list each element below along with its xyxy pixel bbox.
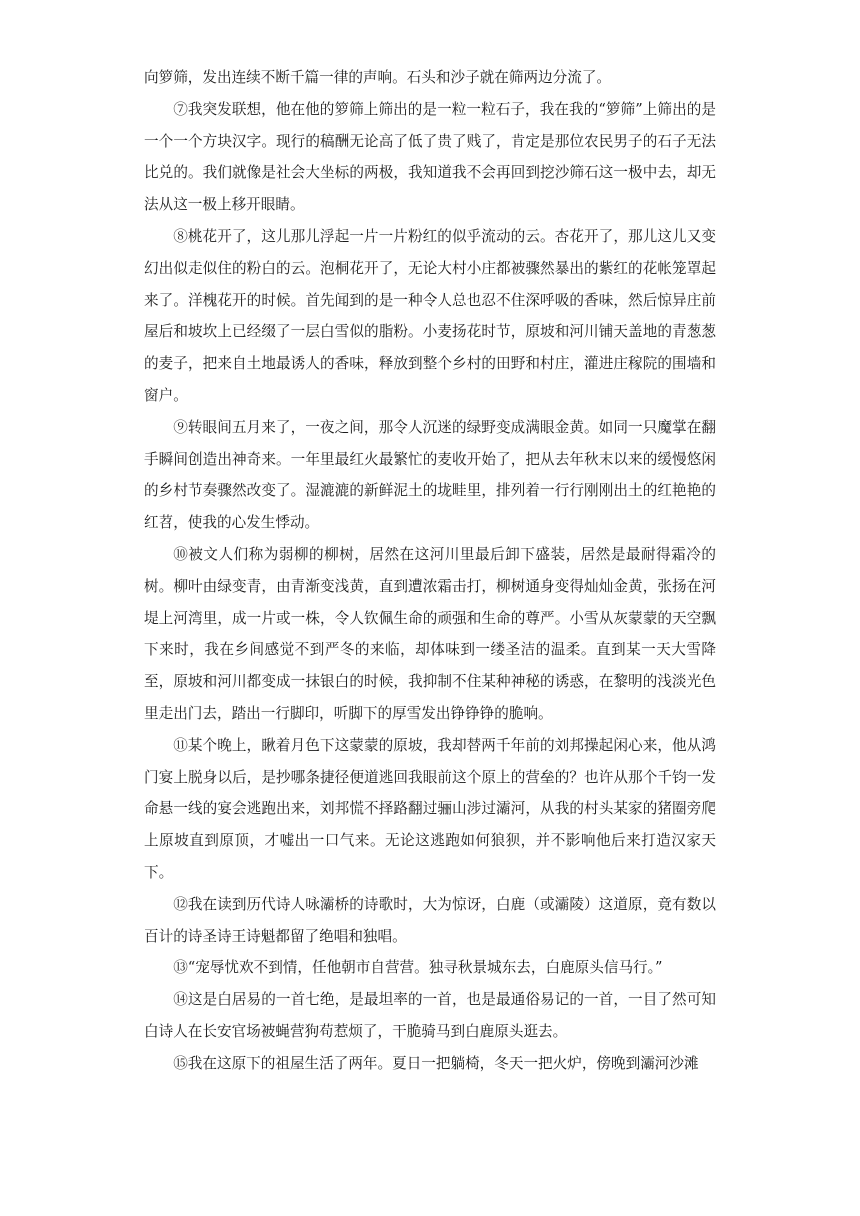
- paragraph-11: ⑪某个晚上，瞅着月色下这蒙蒙的原坡，我却替两千年前的刘邦操起闲心来，他从鸿门宴上脱身以后，是抄哪条捷径便道逃回我眼前这个原上的营垒的？也许从那个千钧一发命悬一线的宴会逃跑出来，刘邦慌不择路翻过骊山涉过灞河，从我的村头某家的猪圈旁爬上原坡直到原顶，才嘘出一口气来。无论这逃跑如何狼狈，并不影响他后来打造汉家天下。: [144, 736, 716, 881]
- paragraph-9: ⑨转眼间五月来了，一夜之间，那令人沉迷的绿野变成满眼金黄。如同一只魔掌在翻手瞬间创造出神奇来。一年里最红火最繁忙的麦收开始了，把从去年秋末以来的缓慢悠闲的乡村节奏骤然改变了。湿漉漉的新鲜泥土的垅畦里，排列着一行行刚刚出土的红艳艳的红苕，使我的心发生悸动。: [144, 418, 716, 532]
- paragraph-8: ⑧桃花开了，这儿那儿浮起一片一片粉红的似乎流动的云。杏花开了，那儿这儿又变幻出似走似住的粉白的云。泡桐花开了，无论大村小庄都被骤然暴出的紫红的花帐笼罩起来了。洋槐花开的时候。首先闻到的是一种令人总也忍不住深呼吸的香味，然后惊异庄前屋后和坡坎上已经缀了一层白雪似的脂粉。小麦扬花时节，原坡和河川铺天盖地的青葱葱的麦子，把来自土地最诱人的香味，释放到整个乡村的田野和村庄，灌进庄稼院的围墙和窗户。: [144, 227, 716, 404]
- paragraph-13-poem: ⑬“宠辱忧欢不到情，任他朝市自营营。独寻秋景城东去，白鹿原头信马行。”: [173, 959, 663, 977]
- paragraph-7: ⑦我突发联想，他在他的箩筛上筛出的是一粒一粒石子，我在我的“箩筛”上筛出的是一个一个方块汉字。现行的稿酬无论高了低了贵了贱了，肯定是那位农民男子的石子无法比兑的。我们就像是社会大坐标的两极，我知道我不会再回到挖沙筛石这一极中去，却无法从这一极上移开眼睛。: [144, 100, 716, 214]
- article-body: [144, 62, 716, 1080]
- paragraph-continuation: 向箩筛，发出连续不断千篇一律的声响。石头和沙子就在筛两边分流了。: [144, 69, 612, 86]
- paragraph-10: ⑩被文人们称为弱柳的柳树，居然在这河川里最后卸下盛装，居然是最耐得霜冷的树。柳叶由绿变青，由青渐变浅黄，直到遭浓霜击打，柳树通身变得灿灿金黄，张扬在河堤上河湾里，成一片或一株，令人钦佩生命的顽强和生命的尊严。小雪从灰蒙蒙的天空飘下来时，我在乡间感觉不到严冬的来临，却体味到一缕圣洁的温柔。直到某一天大雪降至，原坡和河川都变成一抹银白的时候，我抑制不住某种神秘的诱惑，在黎明的浅淡光色里走出门去，踏出一行脚印，听脚下的厚雪发出铮铮铮的脆响。: [144, 545, 716, 722]
- paragraph-14: ⑭这是白居易的一首七绝，是最坦率的一首，也是最通俗易记的一首，一目了然可知白诗人在长安官场被蝇营狗苟惹烦了，干脆骑马到白鹿原头逛去。: [144, 991, 716, 1040]
- paragraph-15: ⑮我在这原下的祖屋生活了两年。夏日一把躺椅，冬天一把火炉，傍晚到灞河沙滩: [173, 1054, 699, 1072]
- paragraph-12: ⑫我在读到历代诗人咏灞桥的诗歌时，大为惊讶，白鹿（或灞陵）这道原，竟有数以百计的诗圣诗王诗魁都留了绝唱和独唱。: [144, 895, 716, 945]
